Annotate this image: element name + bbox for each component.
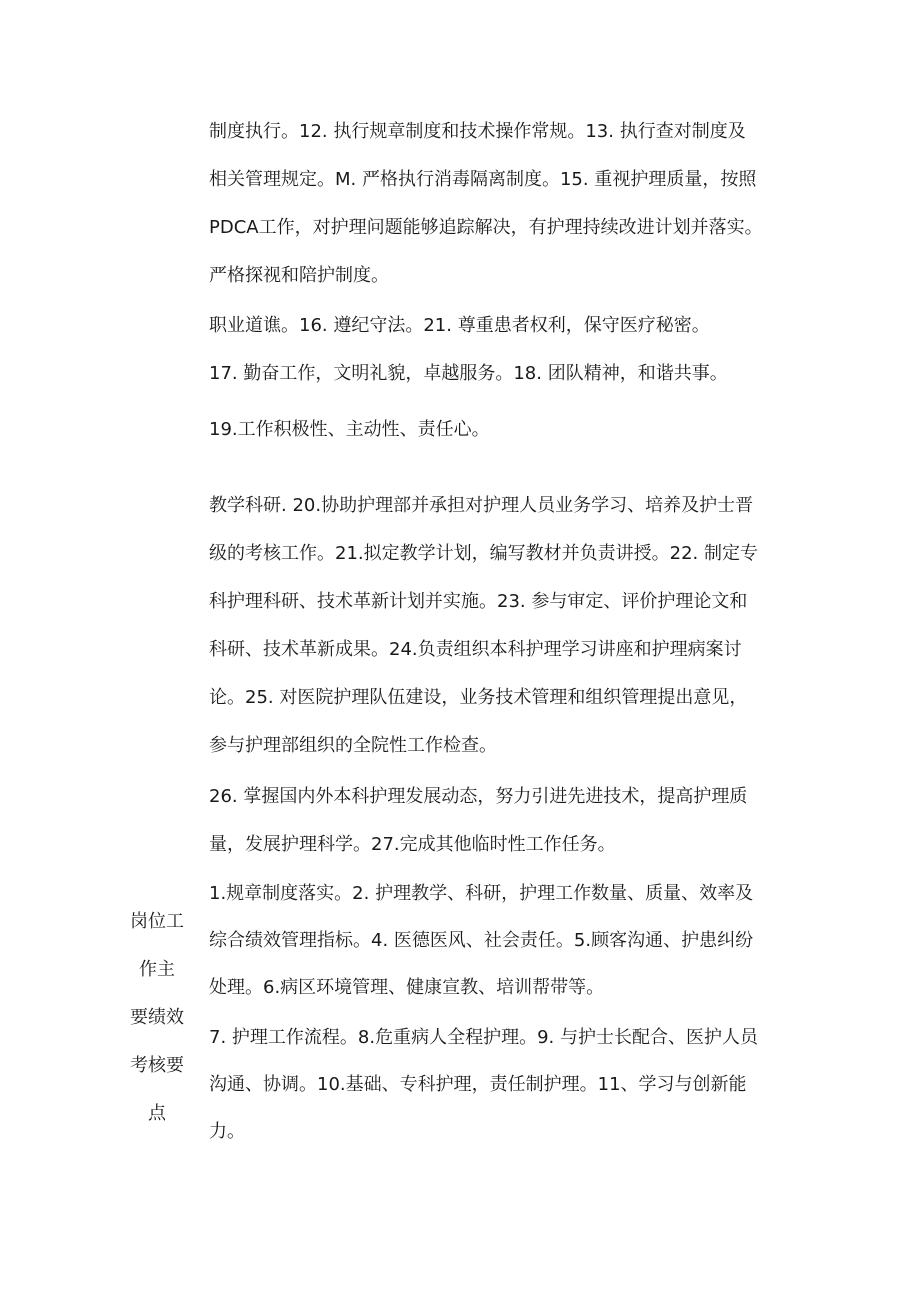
- text-line: 参与护理部组织的全院性工作检查。: [209, 735, 497, 756]
- text-line: 1.规章制度落实。2. 护理教学、科研，护理工作数量、质量、效率及: [209, 883, 754, 904]
- section-professional-ethics: [209, 302, 813, 398]
- text-line: 17. 勤奋工作，文明礼貌，卓越服务。18. 团队精神，和谐共事。: [209, 363, 728, 384]
- text-line: 职业道谯。16. 遵纪守法。21. 尊重患者权利，保守医疗秘密。: [209, 315, 710, 336]
- side-label-line: 岗位工: [130, 911, 184, 932]
- text-line: 力。: [209, 1121, 245, 1142]
- side-label-line: 点: [148, 1103, 166, 1124]
- text-line: 教学科研. 20.协助护理部并承担对护理人员业务学习、培养及护士晋: [209, 495, 754, 516]
- section-teaching-research: [209, 482, 813, 770]
- text-line: 制度执行。12. 执行规章制度和技术操作常规。13. 执行查对制度及: [209, 121, 746, 142]
- text-line: 19.工作积极性、主动性、责任心。: [209, 419, 490, 440]
- text-line: 科护理科研、技术革新计划并实施。23. 参与审定、评价护理论文和: [209, 591, 748, 612]
- text-line: 26. 掌握国内外本科护理发展动态，努力引进先进技术，提高护理质: [209, 786, 748, 807]
- side-label-assessment-key-points: [118, 898, 196, 1138]
- section-work-attitude: [209, 406, 813, 454]
- side-label-line: 要绩效: [130, 1007, 184, 1028]
- section-development: [209, 773, 813, 869]
- text-line: 科研、技术革新成果。24.负责组织本科护理学习讲座和护理病案讨: [209, 639, 742, 660]
- text-line: PDCA工作，对护理问题能够追踪解决，有护理持续改进计划并落实。: [209, 217, 763, 238]
- text-line: 处理。6.病区环境管理、健康宣教、培训帮带等。: [209, 977, 605, 998]
- text-line: 级的考核工作。21.拟定教学计划，编写教材并负责讲授。22. 制定专: [209, 543, 758, 564]
- text-line: 7. 护理工作流程。8.危重病人全程护理。9. 与护士长配合、医护人员: [209, 1027, 758, 1048]
- text-line: 论。25. 对医院护理队伍建设，业务技术管理和组织管理提出意见，: [209, 687, 748, 708]
- section-discipline: [209, 108, 813, 300]
- text-line: 量，发展护理科学。27.完成其他临时性工作任务。: [209, 834, 616, 855]
- section-assessment-points-a: [209, 870, 813, 1011]
- text-line: 严格探视和陪护制度。: [209, 265, 389, 286]
- side-label-line: 考核要: [130, 1055, 184, 1076]
- side-label-line: 作主: [139, 959, 175, 980]
- text-line: 相关管理规定。M. 严格执行消毒隔离制度。15. 重视护理质量，按照: [209, 169, 757, 190]
- text-line: 沟通、协调。10.基础、专科护理，责任制护理。11、学习与创新能: [209, 1074, 747, 1095]
- text-line: 综合绩效管理指标。4. 医德医风、社会责任。5.顾客沟通、护患纠纷: [209, 930, 754, 951]
- section-assessment-points-b: [209, 1014, 813, 1155]
